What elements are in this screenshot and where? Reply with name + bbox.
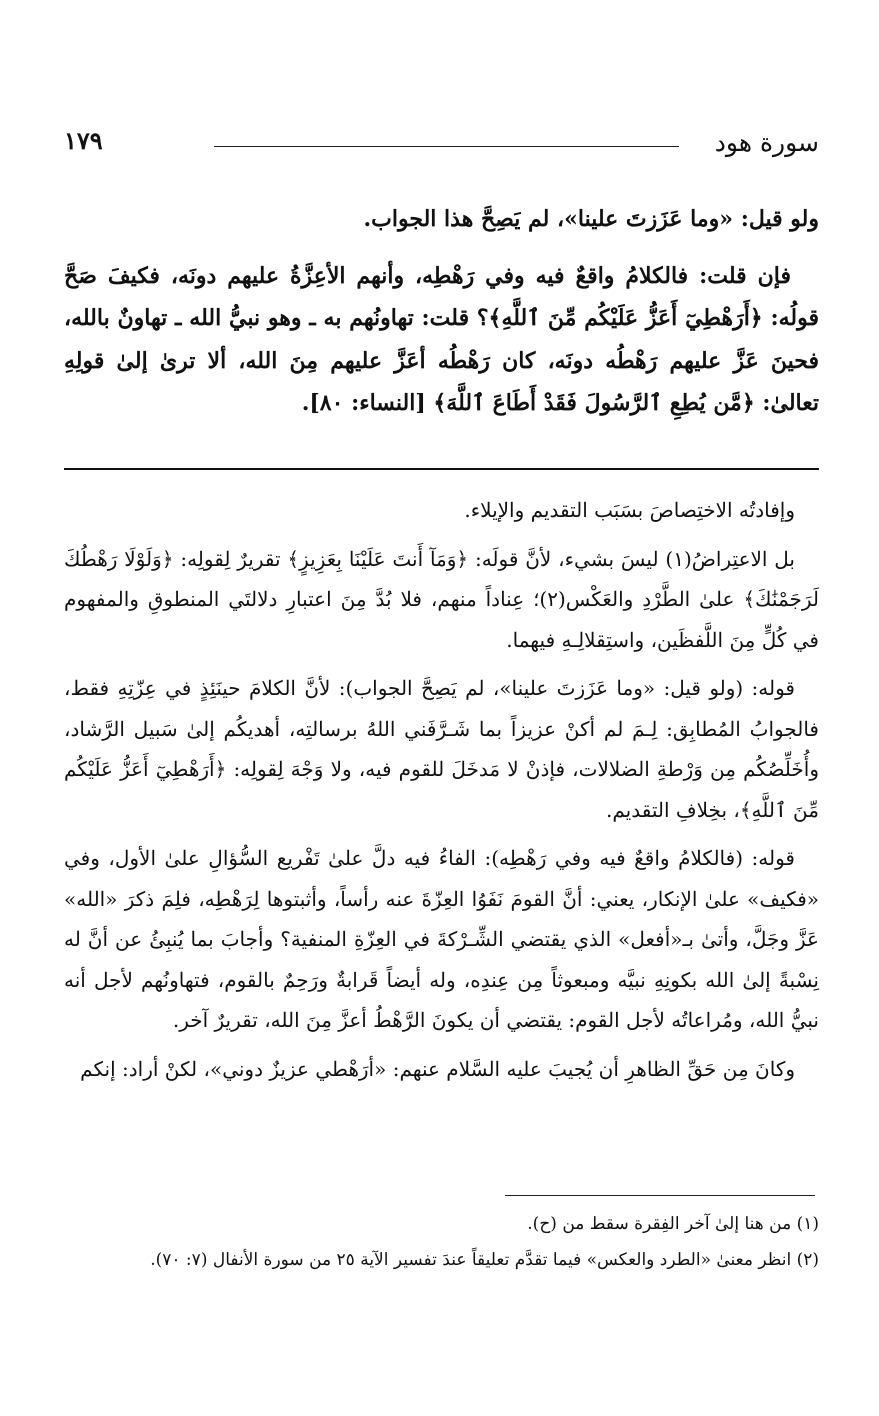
- main-paragraph-2: فإن قلت: فالكلامُ واقعٌ فيه وفي رَهْطِه، وأنهم الأعِزَّةُ عليهم دونَه، فكيفَ صَحَّ قولُه: ﴿أَرَهْطِيٓ أَعَزُّ عَلَيْكُم مِّنَ ٱللَّهِ﴾؟ قلت: تهاونُهم به ـ وهو نبيُّ الله ـ تهاونٌ بالله، فحينَ عَزَّ عليهم رَهْطُه دونَه، كان رَهْطُه أعَزَّ عليهم مِنَ الله، ألا ترىٰ إلىٰ قولِهِ تعالىٰ: ﴿مَّن يُطِعِ ٱلرَّسُولَ فَقَدْ أَطَاعَ ٱللَّهَ﴾ [النساء: ٨٠].: [64, 262, 819, 416]
- commentary-paragraph-1: وإفادتُه الاختِصاصَ بسَبَب التقديم والإيلاء.: [464, 498, 795, 522]
- commentary-paragraph-2: بل الاعتِراضُ(١) ليسَ بشيء، لأنَّ قولَه: ﴿وَمَآ أَنتَ عَلَيْنَا بِعَزِيزٍ﴾ تقريرٌ لِقولِه: ﴿وَلَوْلَا رَهْطُكَ لَرَجَمْنَٰكَ﴾ علىٰ الطَّرْدِ والعَكْس(٢)؛ عِناداً منهم، فلا بُدَّ مِنَ اعتبارِ دلالتَي المنطوقِ والمفهوم في كُلٍّ مِنَ اللَّفظَين، واستِقلالِـهِ فيهما.: [64, 546, 819, 652]
- commentary-text: [64, 490, 819, 1097]
- main-text-divider: [64, 468, 819, 470]
- running-title: سورة هود: [714, 128, 819, 157]
- footnote-1: (١) من هنا إلىٰ آخر الفِقرة سقط من (ح).: [527, 1214, 819, 1234]
- main-line-1: ولو قيل: «وما عَزَزتَ علينا»، لم يَصِحَّ هذا الجواب.: [363, 206, 819, 232]
- main-text: [64, 198, 819, 425]
- commentary-paragraph-4: قوله: (فالكلامُ واقعٌ فيه وفي رَهْطِه): الفاءُ فيه دلَّ علىٰ تَفْريع السُّؤالِ علىٰ الأول، وفي «فكيف» علىٰ الإنكار، يعني: أنَّ القومَ نَفَوُا العِزّةَ عنه رأساً، وأثبتوها لِرَهْطِه، فلِمَ ذكرَ «الله» عَزَّ وجَلَّ، وأتىٰ بـ«أفعل» الذي يقتضي الشِّـرْكةَ في العِزّةِ المنفية؟ وأجابَ بما يُنبِئُ عن أنَّ له نِسْبةً إلىٰ الله بكونِهِ نبيَّه ومبعوثاً مِن عِندِه، وله أيضاً قَرابةٌ ورَحِمٌ بالقوم، فتهاونُهم لأجل أنه نبيُّ الله، ومُراعاتُه لأجل القوم: يقتضي أن يكونَ الرَّهْطُ أعزَّ مِنَ الله، تقريرٌ آخر.: [64, 846, 819, 1032]
- page-header: [64, 126, 819, 166]
- footnote-rule: [505, 1195, 815, 1196]
- commentary-paragraph-3: قوله: (ولو قيل: «وما عَزَزتَ علينا»، لم يَصِحَّ الجواب): لأنَّ الكلامَ حينَئِذٍ في عِزّتِهِ فقط، فالجوابُ المُطابِق: لِـمَ لم أكنْ عزيزاً بما شَـرَّفَني اللهُ برسالتِه، أهديكُم إلىٰ سَبيل الرَّشاد، وأُخَلِّصُكُم مِن وَرْطةِ الضلالات، فإذنْ لا مَدخَلَ للقوم فيه، ولا وَجْهَ لِقولِه: ﴿أَرَهْطِيٓ أَعَزُّ عَلَيْكُم مِّنَ ٱللَّهِ﴾، بخِلافِ التقديم.: [64, 676, 819, 822]
- header-rule: [214, 146, 679, 147]
- commentary-paragraph-5: وكانَ مِن حَقِّ الظاهرِ أن يُجيبَ عليه السَّلام عنهم: «أرَهْطي عزيزٌ دوني»، لكنْ أراد: إنكم: [80, 1056, 795, 1081]
- footnote-2: (٢) انظر معنىٰ «الطرد والعكس» فيما تقدَّم تعليقاً عندَ تفسير الآية ٢٥ من سورة الأنفال (٧: ٧٠).: [150, 1250, 819, 1270]
- footnotes: [64, 1206, 819, 1278]
- page-number: ١٧٩: [64, 126, 103, 155]
